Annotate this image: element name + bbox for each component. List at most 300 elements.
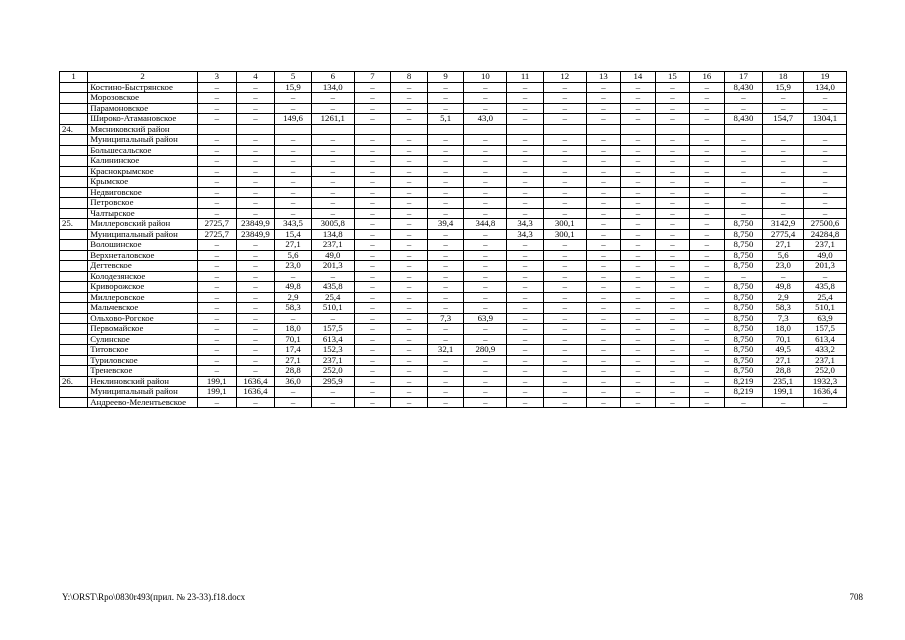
row-number-cell (60, 334, 88, 345)
value-cell: – (354, 145, 391, 156)
value-cell: 252,0 (804, 366, 847, 377)
value-cell: 24284,8 (804, 229, 847, 240)
value-cell: – (354, 355, 391, 366)
municipality-name-cell: Муниципальный район (88, 387, 198, 398)
value-cell: – (586, 261, 620, 272)
value-cell: – (507, 82, 544, 93)
value-cell: – (354, 93, 391, 104)
value-cell: – (690, 397, 724, 408)
value-cell: – (690, 261, 724, 272)
value-cell: – (690, 166, 724, 177)
value-cell: – (354, 334, 391, 345)
value-cell: – (236, 82, 275, 93)
municipality-name-cell: Дегтевское (88, 261, 198, 272)
value-cell: – (655, 250, 689, 261)
value-cell: 199,1 (197, 376, 236, 387)
value-cell: – (354, 82, 391, 93)
value-cell: – (507, 376, 544, 387)
row-number-cell (60, 177, 88, 188)
value-cell: – (354, 177, 391, 188)
value-cell: 49,8 (763, 282, 804, 293)
value-cell: – (507, 114, 544, 125)
value-cell: – (586, 376, 620, 387)
value-cell: 252,0 (311, 366, 354, 377)
value-cell: – (197, 114, 236, 125)
value-cell: – (236, 303, 275, 314)
row-number-cell (60, 261, 88, 272)
value-cell: – (586, 292, 620, 303)
value-cell: – (690, 93, 724, 104)
table-row (60, 387, 847, 398)
value-cell: – (621, 334, 655, 345)
row-number-cell (60, 271, 88, 282)
value-cell: – (586, 271, 620, 282)
value-cell: – (275, 271, 312, 282)
value-cell: 154,7 (763, 114, 804, 125)
value-cell: – (586, 208, 620, 219)
value-cell: – (197, 198, 236, 209)
value-cell: – (724, 93, 763, 104)
municipality-name-cell: Широко-Атамановское (88, 114, 198, 125)
value-cell: – (427, 240, 464, 251)
row-number-cell (60, 282, 88, 293)
value-cell: 7,3 (427, 313, 464, 324)
municipality-name-cell: Большесальское (88, 145, 198, 156)
value-cell: – (354, 313, 391, 324)
row-number-cell (60, 240, 88, 251)
table-row (60, 177, 847, 188)
value-cell (690, 124, 724, 135)
value-cell: – (690, 219, 724, 230)
table-row (60, 103, 847, 114)
value-cell: – (464, 271, 507, 282)
value-cell: 2725,7 (197, 219, 236, 230)
value-cell: 70,1 (275, 334, 312, 345)
value-cell: – (464, 366, 507, 377)
table-row (60, 303, 847, 314)
value-cell: 49,5 (763, 345, 804, 356)
municipality-name-cell: Криворожское (88, 282, 198, 293)
table-row (60, 292, 847, 303)
value-cell: – (621, 282, 655, 293)
value-cell: – (391, 397, 428, 408)
value-cell: – (391, 208, 428, 219)
municipality-name-cell: Муниципальный район (88, 229, 198, 240)
value-cell: 39,4 (427, 219, 464, 230)
value-cell: – (763, 271, 804, 282)
value-cell: – (586, 345, 620, 356)
value-cell: – (621, 187, 655, 198)
value-cell: – (197, 103, 236, 114)
value-cell: – (427, 387, 464, 398)
value-cell (724, 124, 763, 135)
value-cell: 18,0 (763, 324, 804, 335)
value-cell: 2,9 (763, 292, 804, 303)
table-row (60, 366, 847, 377)
value-cell: 8,750 (724, 292, 763, 303)
value-cell: – (311, 313, 354, 324)
value-cell: – (427, 93, 464, 104)
value-cell: – (427, 366, 464, 377)
value-cell: 1636,4 (236, 387, 275, 398)
column-number-header: 3 (197, 72, 236, 83)
value-cell: – (543, 261, 586, 272)
value-cell: 344,8 (464, 219, 507, 230)
column-number-header: 9 (427, 72, 464, 83)
row-number-cell (60, 250, 88, 261)
value-cell: – (391, 345, 428, 356)
value-cell: – (621, 250, 655, 261)
value-cell: – (197, 177, 236, 188)
value-cell: – (391, 250, 428, 261)
value-cell: – (427, 82, 464, 93)
value-cell: 152,3 (311, 345, 354, 356)
value-cell: – (464, 198, 507, 209)
value-cell: – (621, 156, 655, 167)
value-cell: 15,9 (763, 82, 804, 93)
value-cell: – (391, 145, 428, 156)
value-cell: – (354, 166, 391, 177)
value-cell: – (690, 114, 724, 125)
value-cell: – (507, 250, 544, 261)
value-cell: – (543, 313, 586, 324)
value-cell: – (427, 376, 464, 387)
value-cell: – (586, 324, 620, 335)
value-cell: 199,1 (763, 387, 804, 398)
value-cell: – (621, 198, 655, 209)
value-cell: – (507, 345, 544, 356)
column-number-header: 7 (354, 72, 391, 83)
column-number-header: 11 (507, 72, 544, 83)
value-cell: 1636,4 (236, 376, 275, 387)
value-cell: – (427, 156, 464, 167)
value-cell: – (236, 250, 275, 261)
value-cell: 8,430 (724, 114, 763, 125)
value-cell: – (655, 114, 689, 125)
value-cell: – (427, 166, 464, 177)
value-cell: 8,219 (724, 376, 763, 387)
value-cell: – (236, 93, 275, 104)
municipality-name-cell: Ольхово-Рогское (88, 313, 198, 324)
value-cell: – (275, 208, 312, 219)
row-number-cell (60, 187, 88, 198)
table-row (60, 114, 847, 125)
value-cell: – (507, 313, 544, 324)
value-cell: – (621, 324, 655, 335)
value-cell: – (464, 376, 507, 387)
row-number-cell (60, 397, 88, 408)
value-cell: 27,1 (275, 355, 312, 366)
row-number-cell (60, 166, 88, 177)
value-cell: – (507, 145, 544, 156)
value-cell: 201,3 (311, 261, 354, 272)
value-cell: 235,1 (763, 376, 804, 387)
value-cell: – (586, 355, 620, 366)
municipality-name-cell: Мясниковский район (88, 124, 198, 135)
footer-file-path: Y:\ORST\Rpo\0830r493(прил. № 23-33).f18.docx (62, 592, 246, 602)
value-cell: 63,9 (804, 313, 847, 324)
value-cell: – (197, 156, 236, 167)
value-cell: – (507, 166, 544, 177)
value-cell: – (586, 187, 620, 198)
value-cell: 7,3 (763, 313, 804, 324)
value-cell: – (507, 397, 544, 408)
value-cell: 23,0 (763, 261, 804, 272)
value-cell: – (391, 103, 428, 114)
value-cell: – (690, 324, 724, 335)
value-cell: 295,9 (311, 376, 354, 387)
value-cell: – (621, 240, 655, 251)
value-cell: – (763, 156, 804, 167)
column-number-header: 18 (763, 72, 804, 83)
value-cell: 300,1 (543, 229, 586, 240)
municipality-name-cell: Недвиговское (88, 187, 198, 198)
value-cell: – (464, 282, 507, 293)
value-cell: – (464, 397, 507, 408)
value-cell: – (655, 145, 689, 156)
value-cell: – (763, 93, 804, 104)
value-cell: 8,750 (724, 240, 763, 251)
municipality-name-cell: Туриловское (88, 355, 198, 366)
value-cell: – (236, 240, 275, 251)
value-cell: 8,750 (724, 334, 763, 345)
value-cell: – (391, 387, 428, 398)
value-cell: – (464, 135, 507, 146)
value-cell: – (621, 114, 655, 125)
table-row (60, 208, 847, 219)
value-cell: – (354, 397, 391, 408)
value-cell: – (655, 345, 689, 356)
value-cell: – (354, 103, 391, 114)
value-cell: – (507, 187, 544, 198)
value-cell: – (543, 292, 586, 303)
value-cell: – (236, 271, 275, 282)
value-cell: – (197, 271, 236, 282)
value-cell (464, 124, 507, 135)
value-cell: – (655, 187, 689, 198)
value-cell: 8,750 (724, 282, 763, 293)
value-cell: – (586, 240, 620, 251)
value-cell: – (586, 303, 620, 314)
column-number-header: 10 (464, 72, 507, 83)
value-cell: – (507, 387, 544, 398)
value-cell: – (507, 198, 544, 209)
value-cell: – (690, 177, 724, 188)
value-cell: 237,1 (804, 240, 847, 251)
column-number-header: 15 (655, 72, 689, 83)
value-cell: 157,5 (804, 324, 847, 335)
value-cell: – (655, 324, 689, 335)
value-cell: – (275, 187, 312, 198)
value-cell: 134,8 (311, 229, 354, 240)
value-cell: – (427, 397, 464, 408)
value-cell: – (427, 282, 464, 293)
municipality-name-cell: Мальчевское (88, 303, 198, 314)
value-cell: 49,0 (311, 250, 354, 261)
value-cell: 134,0 (311, 82, 354, 93)
table-row (60, 250, 847, 261)
value-cell: 5,6 (275, 250, 312, 261)
value-cell: 3142,9 (763, 219, 804, 230)
value-cell: – (391, 166, 428, 177)
value-cell: – (354, 250, 391, 261)
value-cell: – (464, 387, 507, 398)
value-cell: – (197, 345, 236, 356)
value-cell: 27,1 (763, 240, 804, 251)
value-cell: 1304,1 (804, 114, 847, 125)
table-row (60, 166, 847, 177)
value-cell: – (464, 240, 507, 251)
value-cell: 34,3 (507, 229, 544, 240)
value-cell: – (507, 303, 544, 314)
value-cell: 433,2 (804, 345, 847, 356)
value-cell: 49,0 (804, 250, 847, 261)
value-cell: – (690, 135, 724, 146)
value-cell: – (236, 345, 275, 356)
value-cell: – (236, 324, 275, 335)
value-cell: – (354, 135, 391, 146)
value-cell: – (236, 114, 275, 125)
value-cell (197, 124, 236, 135)
value-cell: – (236, 397, 275, 408)
value-cell: – (236, 261, 275, 272)
value-cell: 8,750 (724, 261, 763, 272)
value-cell: – (197, 355, 236, 366)
value-cell: – (690, 187, 724, 198)
value-cell: – (586, 135, 620, 146)
value-cell: – (690, 282, 724, 293)
value-cell: – (507, 177, 544, 188)
value-cell: – (690, 198, 724, 209)
value-cell: – (543, 187, 586, 198)
value-cell: 2775,4 (763, 229, 804, 240)
value-cell: – (236, 103, 275, 114)
value-cell: – (197, 93, 236, 104)
value-cell: – (464, 208, 507, 219)
value-cell: 25,4 (804, 292, 847, 303)
value-cell: – (464, 355, 507, 366)
value-cell: – (690, 376, 724, 387)
value-cell: – (724, 166, 763, 177)
value-cell: – (311, 135, 354, 146)
value-cell: – (275, 93, 312, 104)
value-cell: – (507, 93, 544, 104)
value-cell: – (236, 198, 275, 209)
value-cell: – (804, 187, 847, 198)
value-cell: – (586, 313, 620, 324)
table-row (60, 156, 847, 167)
value-cell: – (311, 397, 354, 408)
value-cell: – (236, 166, 275, 177)
value-cell: 43,0 (464, 114, 507, 125)
value-cell: – (655, 397, 689, 408)
value-cell: 58,3 (275, 303, 312, 314)
value-cell: – (543, 250, 586, 261)
value-cell: – (275, 156, 312, 167)
value-cell: – (586, 282, 620, 293)
value-cell: – (724, 177, 763, 188)
value-cell: – (391, 271, 428, 282)
value-cell: – (586, 177, 620, 188)
value-cell: – (690, 145, 724, 156)
value-cell: – (236, 334, 275, 345)
value-cell: – (543, 208, 586, 219)
column-number-header: 4 (236, 72, 275, 83)
value-cell: – (507, 156, 544, 167)
value-cell: – (311, 156, 354, 167)
value-cell: – (543, 376, 586, 387)
value-cell: – (655, 282, 689, 293)
value-cell: – (391, 313, 428, 324)
footer-page-number: 708 (849, 592, 863, 602)
value-cell: – (354, 366, 391, 377)
row-number-cell: 25. (60, 219, 88, 230)
value-cell: – (804, 208, 847, 219)
table-row (60, 261, 847, 272)
value-cell: – (464, 177, 507, 188)
value-cell: – (391, 366, 428, 377)
value-cell: – (655, 219, 689, 230)
value-cell: – (197, 82, 236, 93)
value-cell: 8,750 (724, 355, 763, 366)
value-cell: – (507, 240, 544, 251)
value-cell: – (311, 208, 354, 219)
value-cell: – (586, 93, 620, 104)
value-cell: – (724, 271, 763, 282)
value-cell: – (586, 145, 620, 156)
value-cell: – (311, 387, 354, 398)
value-cell: – (621, 177, 655, 188)
value-cell: – (427, 292, 464, 303)
table-row (60, 397, 847, 408)
value-cell: – (586, 166, 620, 177)
value-cell: – (690, 208, 724, 219)
value-cell: – (311, 93, 354, 104)
value-cell: 1261,1 (311, 114, 354, 125)
value-cell: – (655, 135, 689, 146)
column-number-header: 8 (391, 72, 428, 83)
municipality-name-cell: Чалтырское (88, 208, 198, 219)
value-cell: – (763, 208, 804, 219)
value-cell: – (197, 313, 236, 324)
table-row (60, 240, 847, 251)
value-cell: 2725,7 (197, 229, 236, 240)
value-cell: – (655, 240, 689, 251)
value-cell: – (354, 376, 391, 387)
value-cell: – (621, 313, 655, 324)
value-cell: – (543, 387, 586, 398)
value-cell: 27,1 (763, 355, 804, 366)
value-cell: 15,9 (275, 82, 312, 93)
value-cell: 23,0 (275, 261, 312, 272)
value-cell: – (621, 145, 655, 156)
row-number-cell (60, 93, 88, 104)
value-cell: – (507, 103, 544, 114)
value-cell: 237,1 (311, 355, 354, 366)
value-cell: – (804, 397, 847, 408)
value-cell: – (690, 156, 724, 167)
value-cell: – (586, 103, 620, 114)
municipality-name-cell: Костино-Быстрянское (88, 82, 198, 93)
value-cell: – (690, 334, 724, 345)
value-cell: – (464, 303, 507, 314)
value-cell: – (236, 156, 275, 167)
value-cell: 237,1 (311, 240, 354, 251)
value-cell: – (621, 376, 655, 387)
value-cell: 8,750 (724, 345, 763, 356)
value-cell: 18,0 (275, 324, 312, 335)
value-cell: – (464, 261, 507, 272)
